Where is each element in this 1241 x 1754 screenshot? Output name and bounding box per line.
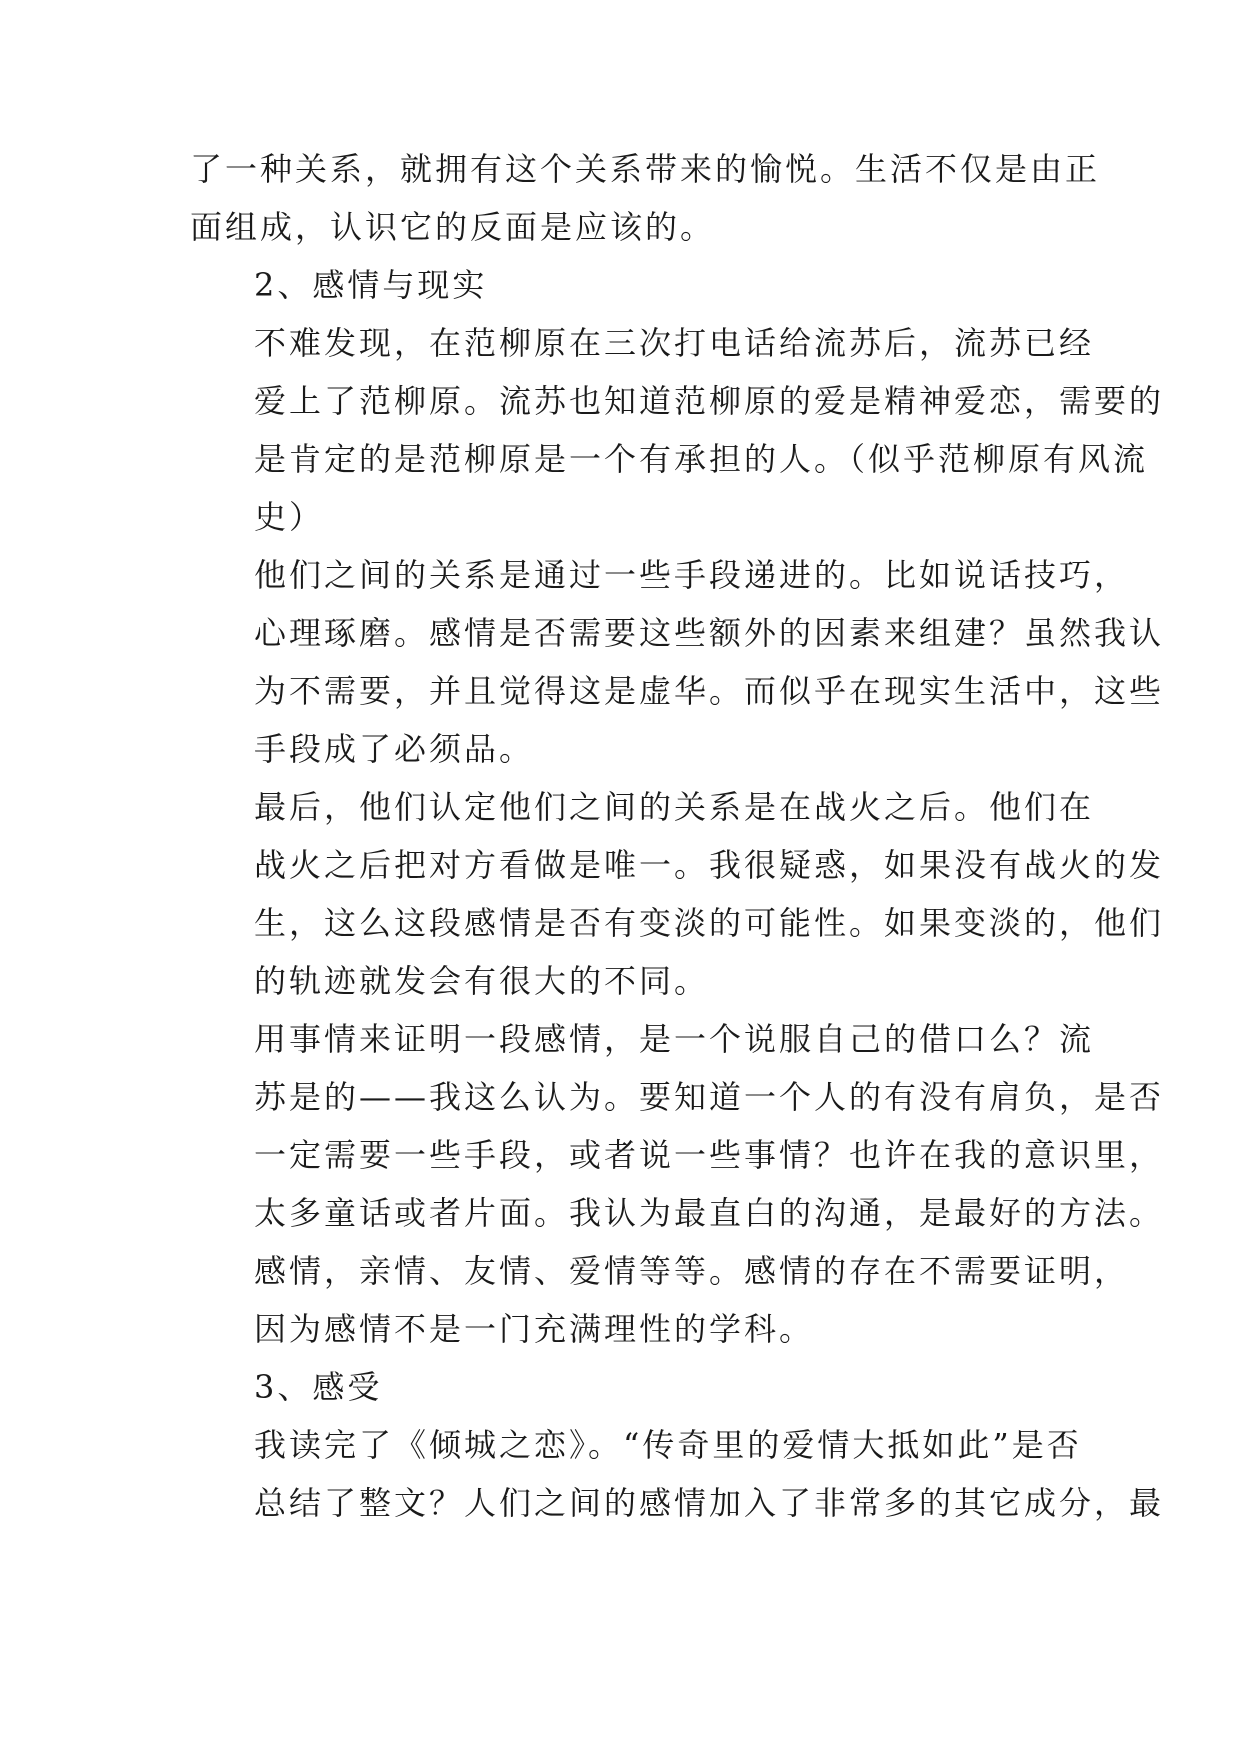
section-heading-feelings (190, 1358, 1050, 1416)
text-line: 不难发现，在范柳原在三次打电话给流苏后，流苏已经 (254, 324, 1095, 362)
text-line: 一定需要一些手段，或者说一些事情？也许在我的意识里， (254, 1136, 1165, 1174)
paragraph-continuation (190, 140, 1101, 256)
text-line: 手段成了必须品。 (254, 730, 535, 768)
text-line: 战火之后把对方看做是唯一。我很疑惑，如果没有战火的发 (254, 846, 1165, 884)
heading-text: 3、感受 (254, 1368, 383, 1406)
paragraph (190, 1242, 1130, 1358)
text-line: 面组成，认识它的反面是应该的。 (190, 208, 716, 246)
text-line: 总结了整文？人们之间的感情加入了非常多的其它成分，最 (254, 1484, 1165, 1522)
text-line: 因为感情不是一门充满理性的学科。 (254, 1310, 815, 1348)
heading-text: 2、感情与现实 (254, 266, 488, 304)
paragraph (190, 778, 1165, 1010)
paragraph (190, 314, 1165, 546)
text-line: 为不需要，并且觉得这是虚华。而似乎在现实生活中，这些 (254, 672, 1165, 710)
text-line: 史） (254, 498, 325, 536)
text-line: 是肯定的是范柳原是一个有承担的人。（似乎范柳原有风流 (254, 440, 1149, 478)
section-heading-feelings-and-reality (190, 256, 1050, 314)
text-line: 最后，他们认定他们之间的关系是在战火之后。他们在 (254, 788, 1095, 826)
text-line: 心理琢磨。感情是否需要这些额外的因素来组建？虽然我认 (254, 614, 1165, 652)
text-line: 爱上了范柳原。流苏也知道范柳原的爱是精神爱恋，需要的 (254, 382, 1165, 420)
text-line: 我读完了《倾城之恋》。“传奇里的爱情大抵如此”是否 (254, 1426, 1082, 1464)
paragraph (190, 546, 1165, 778)
paragraph (190, 1010, 1165, 1242)
text-line: 感情，亲情、友情、爱情等等。感情的存在不需要证明， (254, 1252, 1130, 1290)
text-line: 的轨迹就发会有很大的不同。 (254, 962, 710, 1000)
text-line: 太多童话或者片面。我认为最直白的沟通，是最好的方法。 (254, 1194, 1165, 1232)
text-line: 生，这么这段感情是否有变淡的可能性。如果变淡的，他们 (254, 904, 1165, 942)
text-line: 了一种关系，就拥有这个关系带来的愉悦。生活不仅是由正 (190, 150, 1101, 188)
text-line: 苏是的——我这么认为。要知道一个人的有没有肩负，是否 (254, 1078, 1165, 1116)
paragraph (190, 1416, 1165, 1532)
text-line: 他们之间的关系是通过一些手段递进的。比如说话技巧， (254, 556, 1130, 594)
document-body (190, 140, 1165, 1532)
text-line: 用事情来证明一段感情，是一个说服自己的借口么？流 (254, 1020, 1095, 1058)
